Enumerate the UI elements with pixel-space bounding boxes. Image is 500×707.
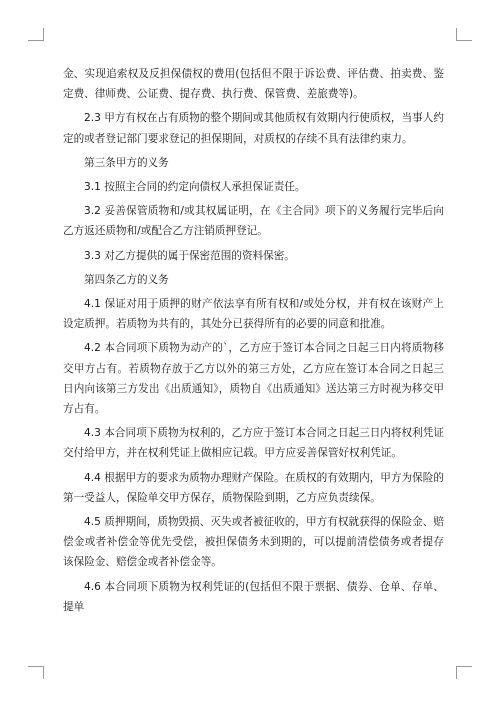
heading-article-4: 第四条乙方的义务 bbox=[84, 273, 169, 286]
paragraph-4-3: 4.3 本合同项下质物为权利的，乙方应于签订本合同之日起三日内将权利凭证交付给甲方，并在权利凭证上做相应记载。甲方应妥善保管好权利凭证。 bbox=[63, 427, 444, 460]
crop-mark-bottom-left bbox=[28, 666, 44, 679]
paragraph-3-2: 3.2 妥善保管质物和/或其权属证明，在《主合同》项下的义务履行完毕后向乙方返还质物和/或配合乙方注销质押登记。 bbox=[63, 205, 444, 238]
paragraph-4-1: 4.1 保证对用于质押的财产依法享有所有权和/或处分权，并有权在该财产上设定质押。若质物为共有的，其处分已获得所有的必要的同意和批准。 bbox=[63, 298, 444, 331]
paragraph-4-4: 4.4 根据甲方的要求为质物办理财产保险。在质权的有效期内，甲方为保险的第一受益人，保险单交甲方保存，质物保险到期，乙方应负责续保。 bbox=[63, 471, 444, 504]
paragraph-3-3: 3.3 对乙方提供的属于保密范围的资料保密。 bbox=[84, 249, 295, 262]
crop-mark-top-right bbox=[456, 28, 472, 41]
crop-mark-bottom-right bbox=[456, 666, 472, 679]
crop-mark-top-left bbox=[28, 28, 44, 41]
paragraph-costs: 金、实现追索权及反担保债权的费用(包括但不限于诉讼费、评估费、拍卖费、鉴定费、律师费、公证费、提存费、执行费、保管费、差旅费等)。 bbox=[63, 68, 444, 101]
paragraph-4-5: 4.5 质押期间，质物毁损、灭失或者被征收的，甲方有权就获得的保险金、赔偿金或者补偿金等优先受偿，被担保债务未到期的，可以提前清偿债务或者提存该保险金、赔偿金或者补偿金等。 bbox=[63, 516, 444, 569]
paragraph-3-1: 3.1 按照主合同的约定向债权人承担保证责任。 bbox=[84, 181, 306, 194]
document-body bbox=[63, 64, 444, 617]
paragraph-4-6: 4.6 本合同项下质物为权利凭证的(包括但不限于票据、债券、仓单、存单、提单 bbox=[63, 580, 444, 613]
paragraph-2-3: 2.3 甲方有权在占有质物的整个期间或其他质权有效期内行使质权，当事人约定的或者登记部门要求登记的担保期间，对质权的存续不具有法律约束力。 bbox=[63, 112, 444, 145]
paragraph-4-2: 4.2 本合同项下质物为动产的`，乙方应于签订本合同之日起三日内将质物移交甲方占有。若质物存放于乙方以外的第三方处，乙方应在签订本合同之日起三日内向该第三方发出《出质通知》，质物自《出质通知》送达第三方时视为移交甲方占有。 bbox=[63, 342, 444, 416]
heading-article-3: 第三条甲方的义务 bbox=[84, 156, 169, 169]
